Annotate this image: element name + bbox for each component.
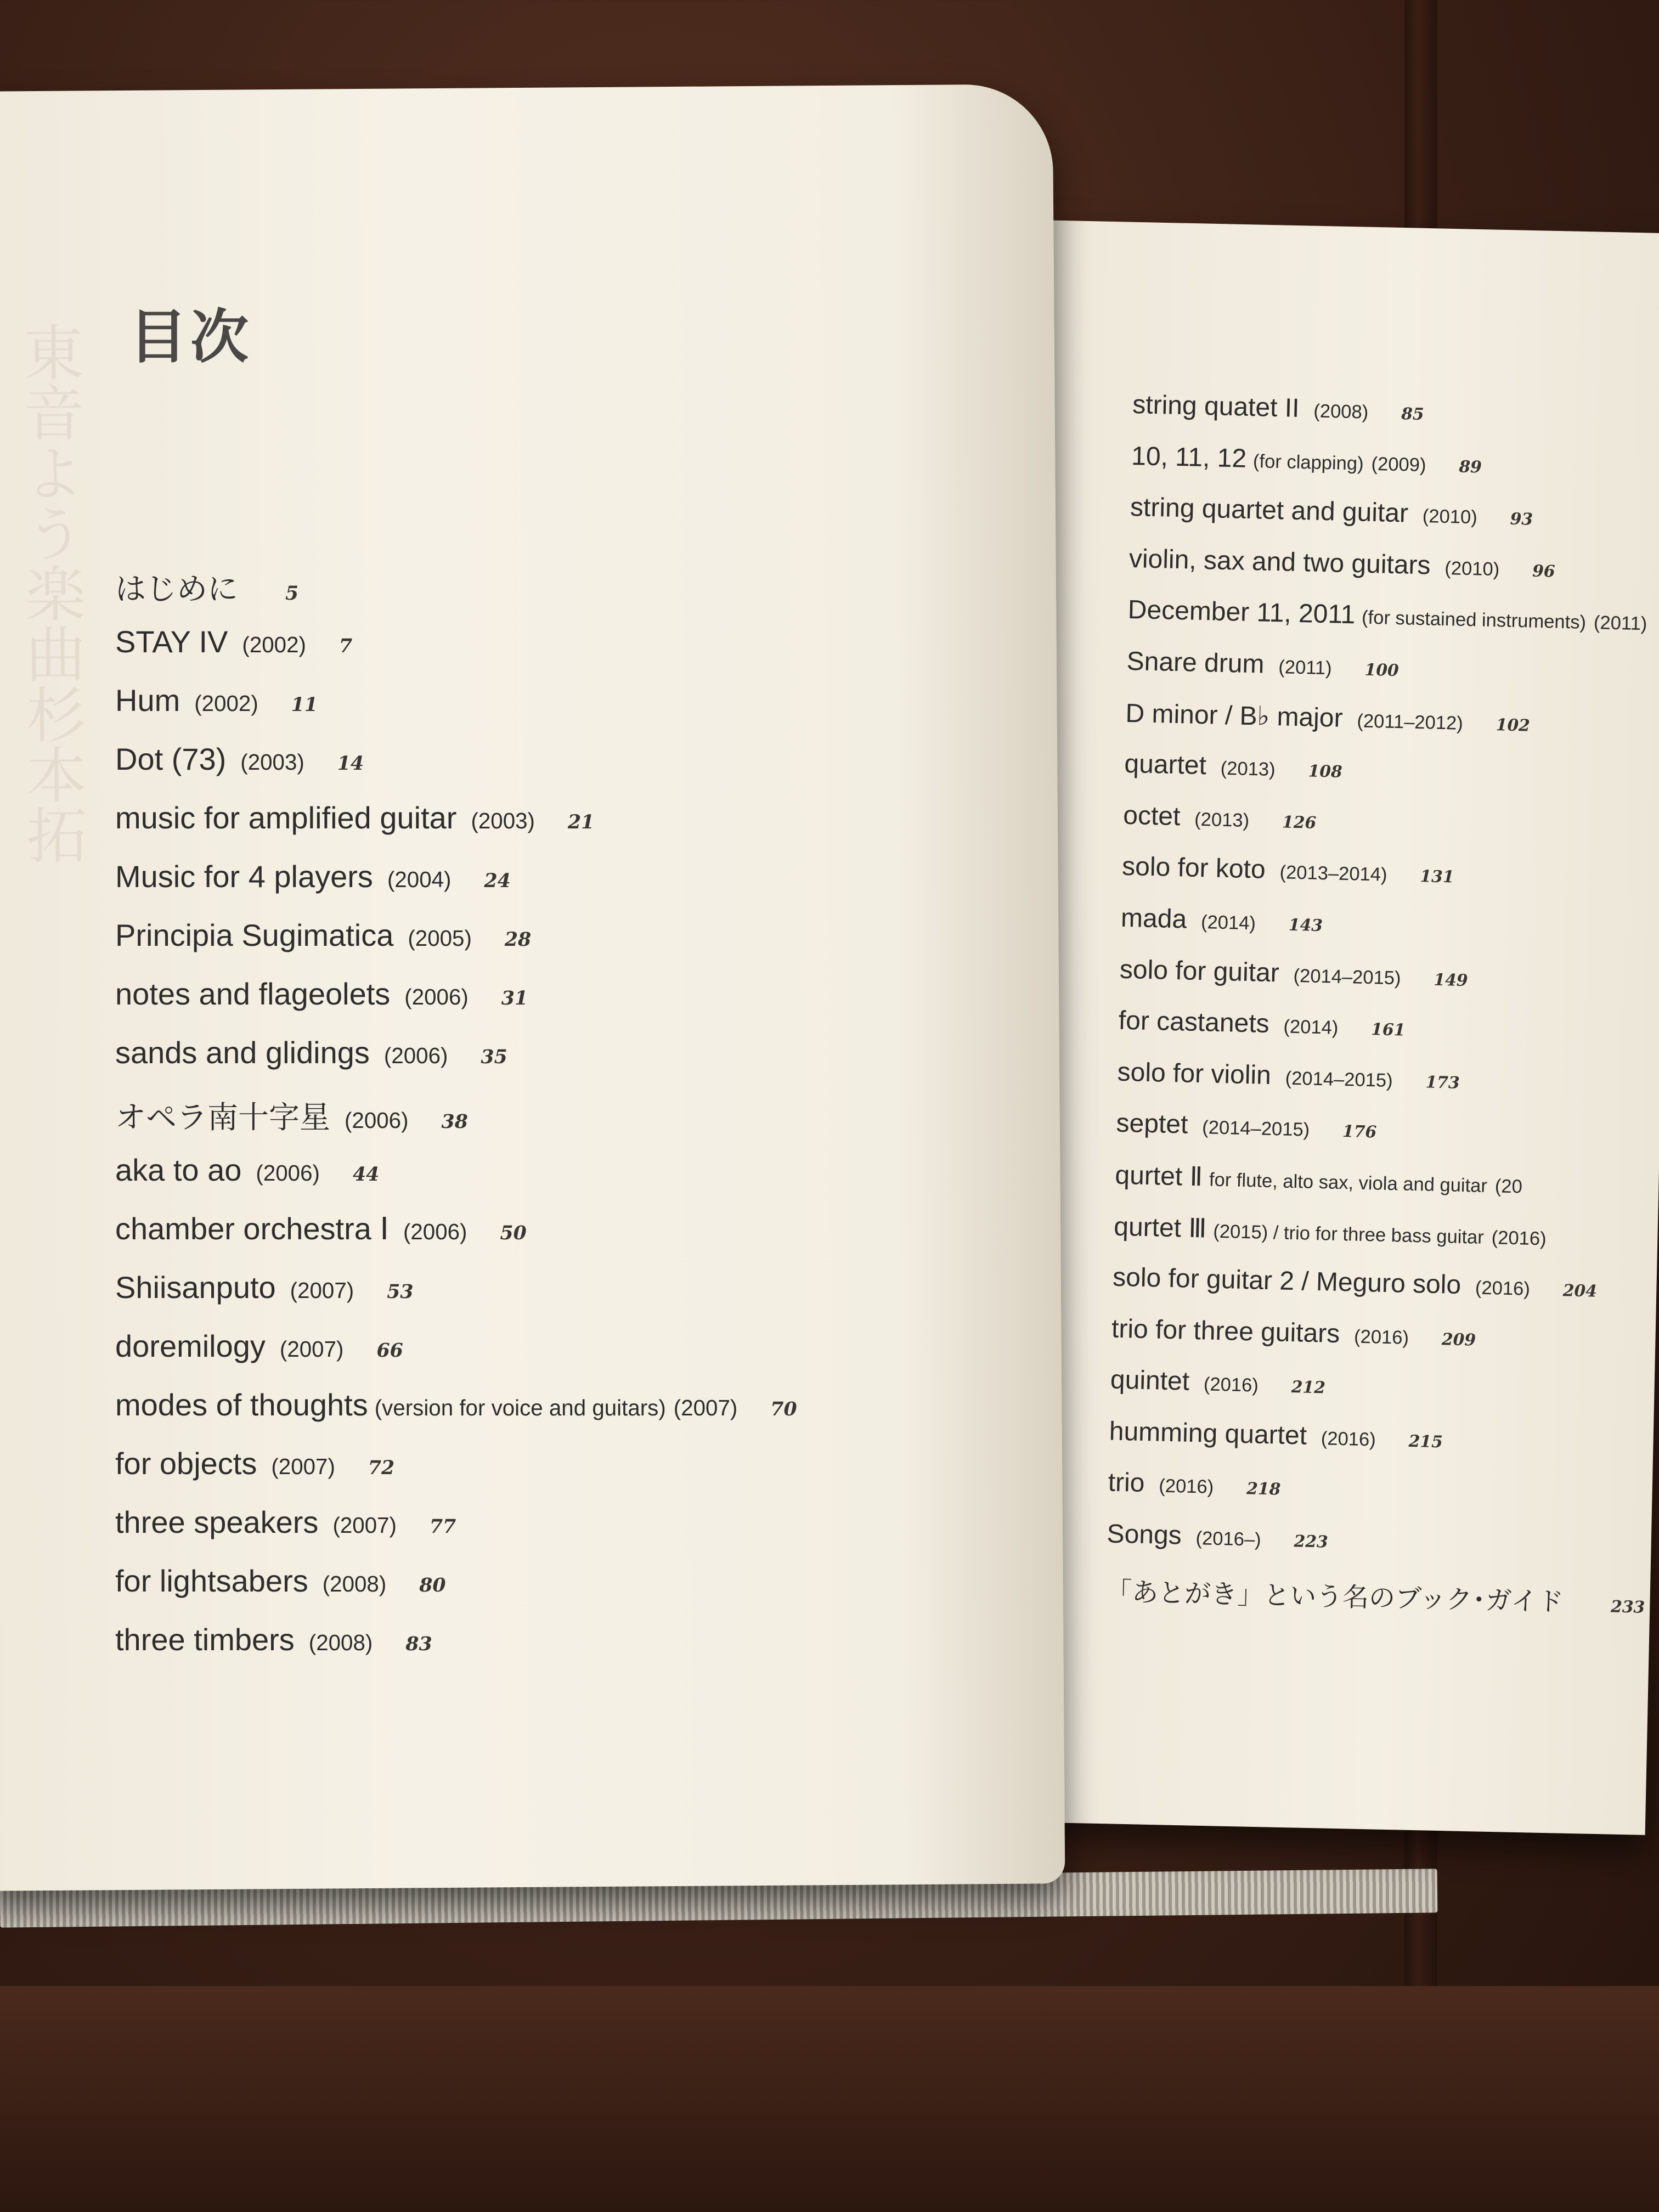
entry-subtitle	[1346, 1326, 1347, 1347]
entry-page-number: 149	[1434, 970, 1468, 990]
entry-year: (2006)	[256, 1160, 320, 1186]
entry-year: (2016)	[1475, 1277, 1531, 1300]
toc-entry	[115, 1152, 1048, 1211]
entry-subtitle: (2015) / trio for three bass guitar	[1212, 1221, 1485, 1248]
toc-entry	[115, 1563, 1048, 1622]
entry-year: (2016)	[1321, 1428, 1376, 1451]
entry-year: (2014–2015)	[1285, 1068, 1393, 1091]
entry-year: (2008)	[322, 1571, 387, 1596]
entry-page-number: 53	[387, 1280, 414, 1303]
entry-page-number: 126	[1282, 812, 1317, 833]
entry-page-number: 50	[500, 1222, 527, 1244]
entry-subtitle	[1570, 1594, 1571, 1615]
toc-entry	[115, 1622, 1048, 1680]
toc-list-left	[115, 565, 1048, 1680]
entry-title: septet	[1116, 1108, 1188, 1139]
entry-title: trio	[1108, 1468, 1146, 1498]
entry-page-number: 173	[1425, 1073, 1460, 1093]
entry-year: (2009)	[1371, 453, 1426, 476]
entry-subtitle	[1277, 1068, 1278, 1088]
entry-subtitle	[1196, 1374, 1197, 1395]
entry-page-number: 212	[1291, 1378, 1326, 1398]
entry-page-number: 66	[376, 1339, 403, 1362]
entry-year: (2008)	[308, 1630, 373, 1655]
toc-entry	[115, 624, 1048, 682]
entry-page-number: 77	[429, 1515, 456, 1538]
entry-year: (2003)	[240, 749, 304, 775]
entry-page-number: 24	[484, 870, 511, 892]
entry-title: D minor / B♭ major	[1125, 698, 1344, 733]
entry-title: 「あとがき」という名のブック･ガイド	[1105, 1577, 1564, 1617]
entry-title: オペラ南十字星	[115, 1100, 330, 1135]
entry-subtitle	[1193, 912, 1194, 933]
entry-title: octet	[1122, 800, 1181, 831]
entry-year: (2014–2015)	[1201, 1117, 1310, 1141]
toc-title: 目次	[129, 303, 252, 371]
entry-page-number: 21	[567, 811, 595, 833]
entry-page-number: 31	[501, 987, 528, 1009]
entry-title: STAY IV	[115, 624, 228, 659]
entry-page-number: 72	[368, 1457, 395, 1479]
entry-subtitle: (version for voice and guitars)	[374, 1395, 666, 1420]
entry-year: (2013)	[1220, 758, 1276, 781]
toc-entry	[115, 976, 1048, 1035]
entry-year: (2004)	[387, 867, 452, 892]
toc-entry	[115, 1211, 1048, 1269]
entry-title: solo for guitar 2 / Meguro solo	[1112, 1262, 1462, 1300]
entry-title: humming quartet	[1109, 1417, 1307, 1451]
entry-page-number: 35	[481, 1046, 507, 1068]
entry-title: Principia Sugimatica	[115, 918, 394, 952]
entry-year: (2007)	[290, 1278, 354, 1303]
entry-page-number: 131	[1419, 867, 1454, 887]
entry-title: Music for 4 players	[115, 859, 373, 894]
entry-page-number: 38	[441, 1110, 468, 1133]
toc-entry	[115, 1446, 1048, 1504]
entry-page-number: 218	[1246, 1479, 1281, 1500]
entry-title: notes and flageolets	[115, 977, 391, 1011]
entry-title: Shiisanputo	[115, 1270, 276, 1305]
entry-year: (2006)	[403, 1219, 467, 1244]
entry-year: (2014)	[1200, 912, 1256, 934]
entry-year: (2011–2012)	[1357, 710, 1464, 734]
entry-page-number: 102	[1496, 715, 1531, 736]
entry-title: qurtet Ⅲ	[1113, 1212, 1207, 1243]
entry-title: Snare drum	[1126, 646, 1265, 679]
entry-title: quintet	[1110, 1365, 1190, 1397]
entry-page-number: 5	[285, 582, 299, 605]
toc-entry	[115, 682, 1048, 741]
toc-entry	[115, 917, 1048, 976]
entry-page-number: 80	[419, 1574, 446, 1596]
entry-page-number: 93	[1510, 509, 1533, 529]
entry-page-number: 108	[1308, 761, 1343, 782]
toc-entry	[115, 1093, 1048, 1152]
entry-subtitle	[1151, 1476, 1152, 1497]
entry-subtitle	[1285, 965, 1286, 986]
entry-title: qurtet Ⅱ	[1114, 1160, 1203, 1192]
toc-entry	[115, 800, 1048, 859]
entry-year: (2016)	[1158, 1476, 1214, 1498]
entry-page-number: 28	[504, 928, 532, 951]
entry-title: string quatet II	[1132, 390, 1300, 423]
toc-list-right	[1105, 390, 1659, 1633]
entry-year: (2002)	[242, 632, 306, 657]
entry-page-number: 100	[1364, 660, 1400, 681]
entry-title: music for amplified guitar	[115, 800, 457, 835]
toc-entry	[115, 1328, 1048, 1387]
entry-title: mada	[1120, 903, 1187, 934]
entry-year: (2013)	[1194, 809, 1250, 831]
entry-page-number: 176	[1342, 1122, 1377, 1142]
entry-subtitle	[1414, 506, 1415, 527]
entry-year: (2006)	[404, 984, 469, 1009]
entry-page-number: 7	[338, 635, 353, 657]
entry-subtitle: (for clapping)	[1252, 450, 1364, 475]
entry-title: three timbers	[115, 1622, 295, 1657]
entry-year: (2007)	[332, 1513, 397, 1538]
entry-year: (2016)	[1203, 1374, 1259, 1396]
entry-year: (2013–2014)	[1279, 862, 1387, 886]
entry-page-number: 223	[1294, 1532, 1329, 1552]
entry-page-number: 143	[1288, 915, 1323, 936]
entry-title: trio for three guitars	[1111, 1314, 1340, 1348]
entry-title: three speakers	[115, 1505, 319, 1539]
entry-page-number: 70	[770, 1398, 797, 1420]
entry-year: (2010)	[1444, 557, 1500, 580]
entry-page-number: 161	[1370, 1020, 1406, 1040]
entry-title: solo for guitar	[1119, 955, 1280, 988]
entry-title: for lightsabers	[115, 1564, 308, 1598]
entry-title: aka to ao	[115, 1153, 242, 1187]
entry-title: string quartet and guitar	[1130, 493, 1409, 528]
toc-entry	[115, 1035, 1048, 1093]
entry-page-number: 89	[1459, 457, 1482, 477]
entry-year: (2007)	[673, 1395, 738, 1420]
entry-year: (2014)	[1283, 1016, 1339, 1039]
entry-title: solo for koto	[1121, 852, 1266, 885]
entry-title: solo for violin	[1117, 1057, 1272, 1090]
toc-entry	[115, 565, 1048, 624]
entry-year: (2016)	[1353, 1326, 1409, 1348]
entry-year: (2010)	[1422, 506, 1478, 528]
entry-title: 10, 11, 12	[1131, 441, 1247, 473]
entry-title: quartet	[1124, 749, 1207, 781]
entry-subtitle: (for sustained instruments)	[1361, 607, 1587, 634]
entry-title: はじめに	[115, 572, 238, 606]
entry-year: (2005)	[408, 926, 472, 951]
entry-subtitle	[1349, 710, 1350, 731]
entry-page-number: 204	[1562, 1281, 1598, 1301]
entry-page-number: 215	[1408, 1431, 1443, 1452]
entry-page-number: 44	[352, 1163, 380, 1186]
toc-entry	[115, 859, 1048, 917]
entry-title: for castanets	[1118, 1006, 1270, 1039]
entry-title: sands and glidings	[115, 1035, 370, 1070]
entry-title: violin, sax and two guitars	[1128, 544, 1431, 580]
entry-title: doremilogy	[115, 1329, 266, 1363]
entry-subtitle	[1212, 758, 1213, 779]
entry-page-number: 209	[1441, 1329, 1476, 1350]
entry-year: (2011)	[1278, 657, 1333, 679]
entry-title: chamber orchestra Ⅰ	[115, 1211, 389, 1246]
entry-page-number: 233	[1610, 1596, 1645, 1617]
entry-title: Dot (73)	[115, 742, 227, 776]
entry-year: (2003)	[471, 808, 535, 833]
entry-subtitle: for flute, alto sax, viola and guitar	[1209, 1169, 1488, 1197]
entry-year: (20	[1494, 1176, 1523, 1198]
entry-year: (2014–2015)	[1293, 965, 1401, 989]
entry-year: (2006)	[345, 1108, 409, 1133]
entry-year: (2008)	[1313, 400, 1369, 423]
entry-subtitle	[1194, 1117, 1195, 1138]
toc-entry	[115, 1387, 1048, 1446]
entry-year: (2006)	[383, 1043, 448, 1068]
entry-page-number: 85	[1401, 404, 1424, 425]
table-edge	[0, 1986, 1659, 2212]
entry-title: modes of thoughts	[115, 1387, 368, 1422]
show-through-text: 東音よう楽曲杉本拓	[13, 321, 88, 865]
entry-title: December 11, 2011	[1127, 595, 1356, 630]
entry-year: (2002)	[194, 691, 258, 716]
entry-year: (2011)	[1593, 612, 1647, 635]
toc-entry	[115, 1269, 1048, 1328]
entry-page-number: 11	[291, 693, 318, 716]
entry-title: Songs	[1107, 1519, 1182, 1550]
entry-year: (2016–)	[1195, 1528, 1262, 1550]
entry-year: (2007)	[271, 1454, 335, 1479]
toc-entry	[115, 741, 1048, 800]
toc-entry	[115, 1504, 1048, 1563]
entry-page-number: 14	[337, 752, 364, 775]
entry-title: for objects	[115, 1446, 257, 1481]
entry-page-number: 96	[1532, 561, 1555, 582]
entry-page-number: 83	[405, 1633, 432, 1655]
entry-year: (2007)	[279, 1336, 344, 1362]
entry-title: Hum	[115, 683, 180, 718]
entry-year: (2016)	[1491, 1227, 1547, 1249]
